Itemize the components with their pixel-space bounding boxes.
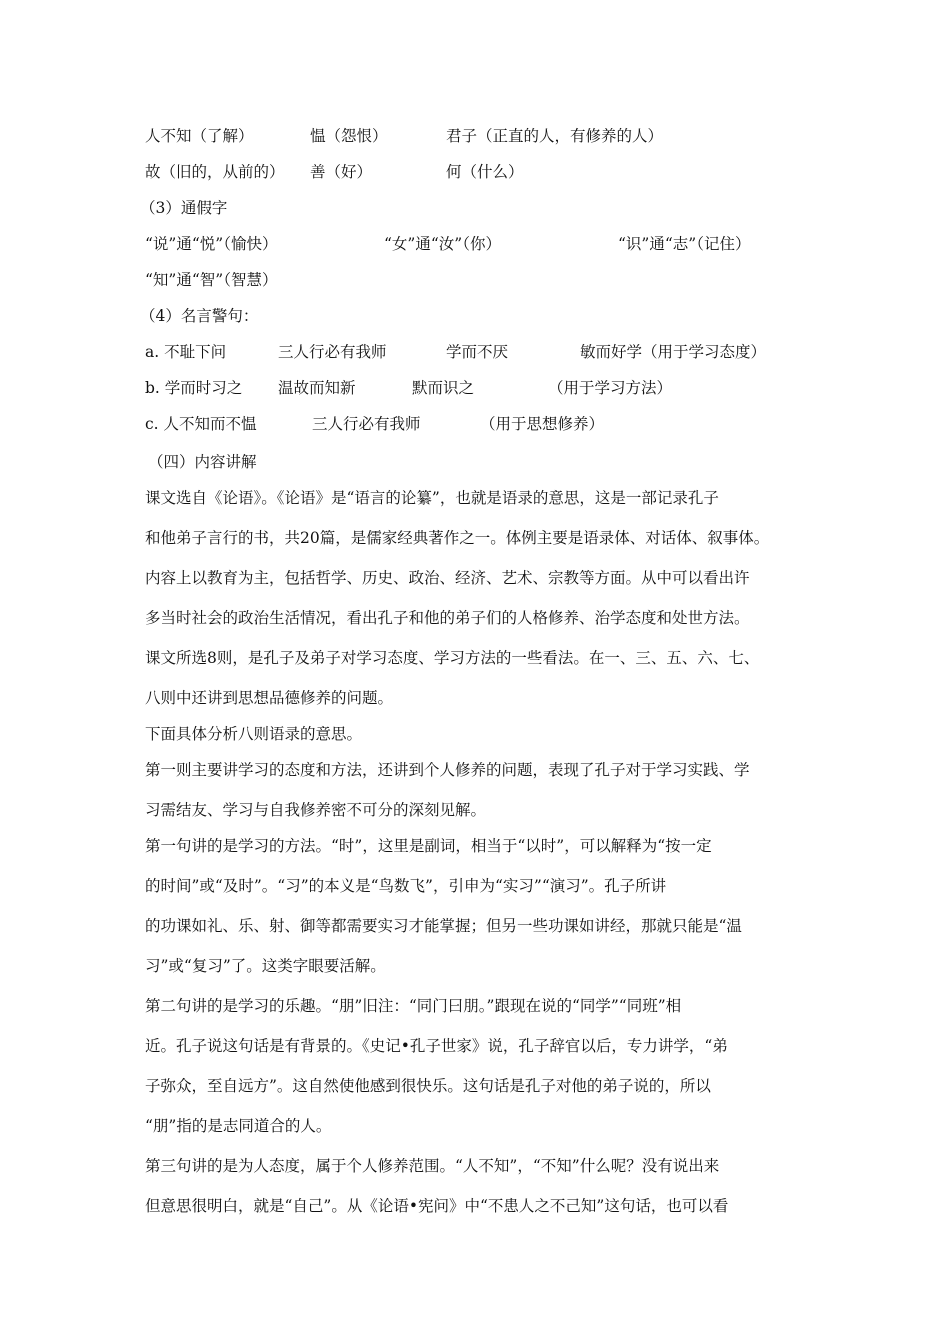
body-line: 子弥众，至自远方”。这自然使他感到很快乐。这句话是孔子对他的弟子说的，所以	[145, 1077, 711, 1095]
body-line: 第三句讲的是为人态度，属于个人修养范围。“人不知”，“不知”什么呢？没有说出来	[145, 1157, 720, 1175]
tongjia-item: “女”通“汝”（你）	[384, 235, 501, 253]
vocab-item: 善（好）	[310, 163, 373, 181]
section-heading: （四）内容讲解	[148, 453, 257, 471]
body-line: “朋”指的是志同道合的人。	[145, 1117, 332, 1135]
body-line: 第一则主要讲学习的态度和方法，还讲到个人修养的问题，表现了孔子对于学习实践、学	[145, 761, 750, 779]
tongjia-item: “识”通“志”（记住）	[618, 235, 751, 253]
mingyan-item: 温故而知新	[278, 379, 356, 397]
body-line: 的功课如礼、乐、射、御等都需要实习才能掌握；但另一些功课如讲经，那就只能是“温	[145, 917, 742, 935]
body-line: 和他弟子言行的书，共20篇，是儒家经典著作之一。体例主要是语录体、对话体、叙事体。	[145, 529, 770, 547]
body-line: 第二句讲的是学习的乐趣。“朋”旧注：“同门曰朋。”跟现在说的“同学”“同班”相	[145, 997, 682, 1015]
body-line: 八则中还讲到思想品德修养的问题。	[145, 689, 394, 707]
body-line: 习需结友、学习与自我修养密不可分的深刻见解。	[145, 801, 487, 819]
vocab-item: 愠（怨恨）	[310, 127, 388, 145]
vocab-item: 何（什么）	[446, 163, 524, 181]
mingyan-item: b. 学而时习之	[145, 379, 243, 397]
body-line: 但意思很明白，就是“自己”。从《论语•宪问》中“不患人之不己知”这句话，也可以看	[145, 1197, 729, 1215]
vocab-item: 人不知（了解）	[145, 127, 254, 145]
tongjia-row-2: “知”通“智”（智慧）	[145, 271, 278, 289]
tongjia-item: “说”通“悦”（愉快）	[145, 235, 278, 253]
mingyan-item: a. 不耻下问	[145, 343, 227, 361]
mingyan-item: c. 人不知而不愠	[145, 415, 257, 433]
body-line: 多当时社会的政治生活情况，看出孔子和他的弟子们的人格修养、治学态度和处世方法。	[145, 609, 750, 627]
mingyan-item: 三人行必有我师	[312, 415, 421, 433]
body-line: 的时间”或“及时”。“习”的本义是“鸟数飞”，引申为“实习”“演习”。孔子所讲	[145, 877, 667, 895]
mingyan-item: （用于思想修养）	[480, 415, 605, 433]
body-line: 内容上以教育为主，包括哲学、历史、政治、经济、艺术、宗教等方面。从中可以看出许	[145, 569, 750, 587]
mingyan-item: 三人行必有我师	[278, 343, 387, 361]
mingyan-item: 默而识之	[412, 379, 475, 397]
body-line: 课文选自《论语》。《论语》是“语言的论纂”，也就是语录的意思，这是一部记录孔子	[145, 489, 719, 507]
mingyan-item: （用于学习方法）	[548, 379, 673, 397]
mingyan-heading: （4）名言警句：	[140, 307, 259, 325]
body-line: 第一句讲的是学习的方法。“时”，这里是副词，相当于“以时”，可以解释为“按一定	[145, 837, 712, 855]
body-line: 近。孔子说这句话是有背景的。《史记•孔子世家》说，孔子辞官以后，专力讲学，“弟	[145, 1037, 728, 1055]
tongjia-heading: （3）通假字	[140, 199, 228, 217]
body-line: 下面具体分析八则语录的意思。	[145, 725, 363, 743]
mingyan-item: 学而不厌	[446, 343, 509, 361]
body-line: 课文所选8则，是孔子及弟子对学习态度、学习方法的一些看法。在一、三、五、六、七、	[145, 649, 760, 667]
vocab-item: 君子（正直的人，有修养的人）	[446, 127, 664, 145]
body-line: 习”或“复习”了。这类字眼要活解。	[145, 957, 386, 975]
vocab-item: 故（旧的，从前的）	[145, 163, 285, 181]
mingyan-item: 敏而好学（用于学习态度）	[580, 343, 767, 361]
